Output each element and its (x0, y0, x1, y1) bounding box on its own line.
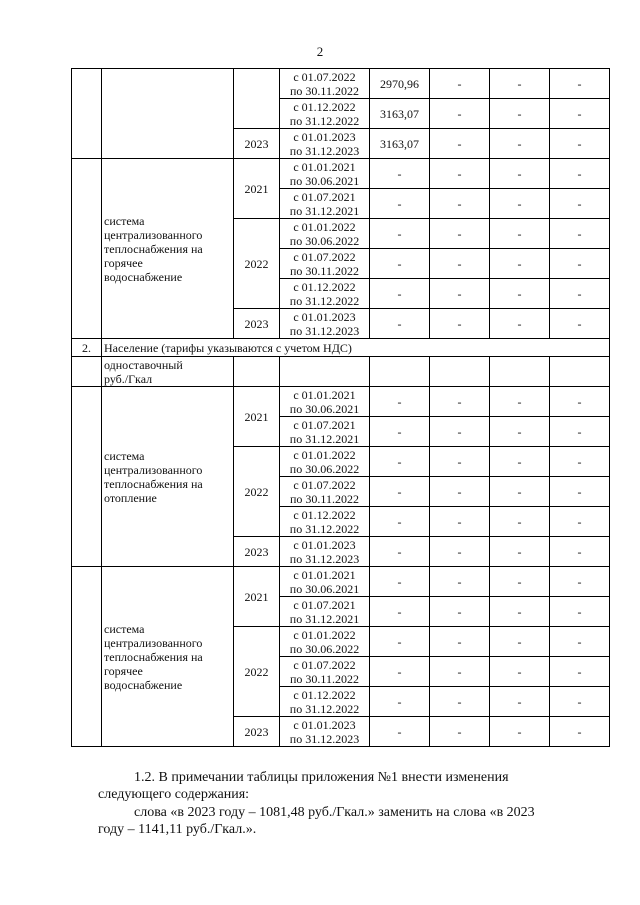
hot-water-2-number-cell (72, 567, 102, 747)
tariff-value: - (550, 597, 610, 627)
period-cell: с 01.07.2021 по 31.12.2021 (280, 417, 370, 447)
empty-cell (490, 357, 550, 387)
hot-water-label: система централизованного теплоснабжения на горячее водоснабжение (102, 159, 234, 339)
tariff-value: - (370, 159, 430, 189)
period-cell: с 01.01.2023 по 31.12.2023 (280, 309, 370, 339)
year-cell: 2021 (234, 159, 280, 219)
tariff-type-label: одноставочный руб./Гкал (102, 357, 234, 387)
tariff-value: - (430, 687, 490, 717)
tariff-value: - (370, 687, 430, 717)
tariff-value: - (550, 219, 610, 249)
period-cell: с 01.07.2022 по 30.11.2022 (280, 657, 370, 687)
period-cell: с 01.07.2022 по 30.11.2022 (280, 249, 370, 279)
year-cell (234, 69, 280, 129)
year-cell: 2021 (234, 387, 280, 447)
tariff-value: - (370, 249, 430, 279)
tariff-table (71, 68, 610, 747)
empty-cell (72, 357, 102, 387)
tariff-value: - (490, 507, 550, 537)
tariff-value: - (550, 417, 610, 447)
tariff-value: - (550, 567, 610, 597)
tariff-value: - (430, 189, 490, 219)
year-cell: 2023 (234, 129, 280, 159)
tariff-value: - (550, 627, 610, 657)
tariff-value: - (550, 687, 610, 717)
heating-number-cell (72, 387, 102, 567)
tariff-value: - (490, 477, 550, 507)
tariff-value: - (490, 159, 550, 189)
tariff-value: - (370, 477, 430, 507)
tariff-value: - (370, 507, 430, 537)
empty-cell (280, 357, 370, 387)
tariff-value: - (430, 249, 490, 279)
tariff-value: - (430, 99, 490, 129)
tariff-value: - (550, 477, 610, 507)
table-row (72, 159, 610, 189)
tariff-value: - (490, 417, 550, 447)
tariff-value: - (370, 597, 430, 627)
tariff-value: - (370, 219, 430, 249)
tariff-value: - (430, 537, 490, 567)
year-cell: 2023 (234, 309, 280, 339)
tariff-value: - (550, 249, 610, 279)
tariff-value: - (370, 537, 430, 567)
tariff-value: - (370, 189, 430, 219)
note-replacement-cont: году – 1141,11 руб./Гкал.». (98, 822, 257, 837)
tariff-value: - (550, 159, 610, 189)
note-paragraph-cont: следующего содержания: (98, 787, 250, 802)
tariff-value: - (430, 597, 490, 627)
period-cell: с 01.07.2021 по 31.12.2021 (280, 189, 370, 219)
tariff-value: - (550, 69, 610, 99)
tariff-value: - (490, 387, 550, 417)
tariff-value: - (550, 717, 610, 747)
tariff-value: - (550, 387, 610, 417)
empty-cell (370, 357, 430, 387)
tariff-value: - (490, 219, 550, 249)
period-cell: с 01.01.2022 по 30.06.2022 (280, 447, 370, 477)
period-cell: с 01.07.2022 по 30.11.2022 (280, 477, 370, 507)
tariff-value: - (430, 159, 490, 189)
tariff-value: - (550, 189, 610, 219)
period-cell: с 01.07.2021 по 31.12.2021 (280, 597, 370, 627)
tariff-value: - (370, 627, 430, 657)
period-cell: с 01.01.2021 по 30.06.2021 (280, 159, 370, 189)
tariff-value: 2970,96 (370, 69, 430, 99)
empty-cell (550, 357, 610, 387)
period-cell: с 01.12.2022 по 31.12.2022 (280, 279, 370, 309)
tariff-value: - (430, 387, 490, 417)
note-replacement: слова «в 2023 году – 1081,48 руб./Гкал.» заменить на слова «в 2023 (134, 805, 535, 820)
tariff-value: - (490, 597, 550, 627)
tariff-value: - (490, 627, 550, 657)
tariff-value: - (490, 99, 550, 129)
period-cell: с 01.12.2022 по 31.12.2022 (280, 687, 370, 717)
tariff-value: - (490, 279, 550, 309)
heating-label: система централизованного теплоснабжения на отопление (102, 387, 234, 567)
table-row (72, 567, 610, 597)
tariff-value: - (550, 447, 610, 477)
tariff-value: - (490, 309, 550, 339)
tariff-value: - (550, 537, 610, 567)
table-row (72, 339, 610, 357)
period-cell: с 01.01.2022 по 30.06.2022 (280, 219, 370, 249)
tariff-value: - (430, 717, 490, 747)
tariff-value: - (430, 567, 490, 597)
tariff-value: - (550, 99, 610, 129)
tariff-value: - (550, 279, 610, 309)
tariff-value: - (370, 279, 430, 309)
period-cell: с 01.01.2023 по 31.12.2023 (280, 537, 370, 567)
year-cell: 2022 (234, 219, 280, 309)
tariff-value: - (430, 279, 490, 309)
tariff-value: - (550, 129, 610, 159)
year-cell: 2023 (234, 717, 280, 747)
period-cell: с 01.12.2022 по 31.12.2022 (280, 507, 370, 537)
tariff-value: - (370, 309, 430, 339)
table-row (72, 357, 610, 387)
tariff-value: - (430, 69, 490, 99)
period-cell: с 01.01.2022 по 30.06.2022 (280, 627, 370, 657)
tariff-value: - (490, 249, 550, 279)
year-cell: 2022 (234, 447, 280, 537)
tariff-value: 3163,07 (370, 99, 430, 129)
tariff-value: - (430, 309, 490, 339)
period-cell: с 01.07.2022 по 30.11.2022 (280, 69, 370, 99)
tariff-value: - (370, 567, 430, 597)
consumer-cell (102, 69, 234, 159)
section-title: Население (тарифы указываются с учетом НДС) (102, 339, 610, 357)
tariff-value: - (370, 447, 430, 477)
table-row (72, 387, 610, 417)
year-cell: 2022 (234, 627, 280, 717)
tariff-value: - (490, 657, 550, 687)
tariff-value: - (370, 717, 430, 747)
period-cell: с 01.01.2023 по 31.12.2023 (280, 129, 370, 159)
period-cell: с 01.01.2023 по 31.12.2023 (280, 717, 370, 747)
tariff-value: - (490, 129, 550, 159)
tariff-value: - (490, 537, 550, 567)
tariff-value: - (490, 69, 550, 99)
row-number-cell (72, 69, 102, 159)
empty-cell (234, 357, 280, 387)
table-row (72, 69, 610, 99)
period-cell: с 01.12.2022 по 31.12.2022 (280, 99, 370, 129)
tariff-value: - (430, 129, 490, 159)
tariff-value: - (370, 387, 430, 417)
year-cell: 2021 (234, 567, 280, 627)
tariff-value: - (430, 219, 490, 249)
empty-cell (430, 357, 490, 387)
section-number: 2. (72, 339, 102, 357)
tariff-value: - (490, 687, 550, 717)
tariff-value: - (430, 417, 490, 447)
tariff-value: - (550, 657, 610, 687)
tariff-value: - (370, 417, 430, 447)
hot-water-number-cell (72, 159, 102, 339)
year-cell: 2023 (234, 537, 280, 567)
tariff-value: - (430, 447, 490, 477)
tariff-value: - (430, 507, 490, 537)
page-number: 2 (316, 44, 324, 59)
tariff-value: - (550, 507, 610, 537)
tariff-value: - (490, 189, 550, 219)
tariff-value: - (430, 657, 490, 687)
tariff-value: - (430, 477, 490, 507)
period-cell: с 01.01.2021 по 30.06.2021 (280, 387, 370, 417)
hot-water-2-label: система централизованного теплоснабжения на горячее водоснабжение (102, 567, 234, 747)
period-cell: с 01.01.2021 по 30.06.2021 (280, 567, 370, 597)
tariff-value: - (370, 657, 430, 687)
tariff-value: - (490, 567, 550, 597)
tariff-value: - (430, 627, 490, 657)
tariff-value: - (490, 447, 550, 477)
note-paragraph: 1.2. В примечании таблицы приложения №1 внести изменения (134, 770, 509, 785)
tariff-value: 3163,07 (370, 129, 430, 159)
tariff-value: - (490, 717, 550, 747)
tariff-value: - (550, 309, 610, 339)
